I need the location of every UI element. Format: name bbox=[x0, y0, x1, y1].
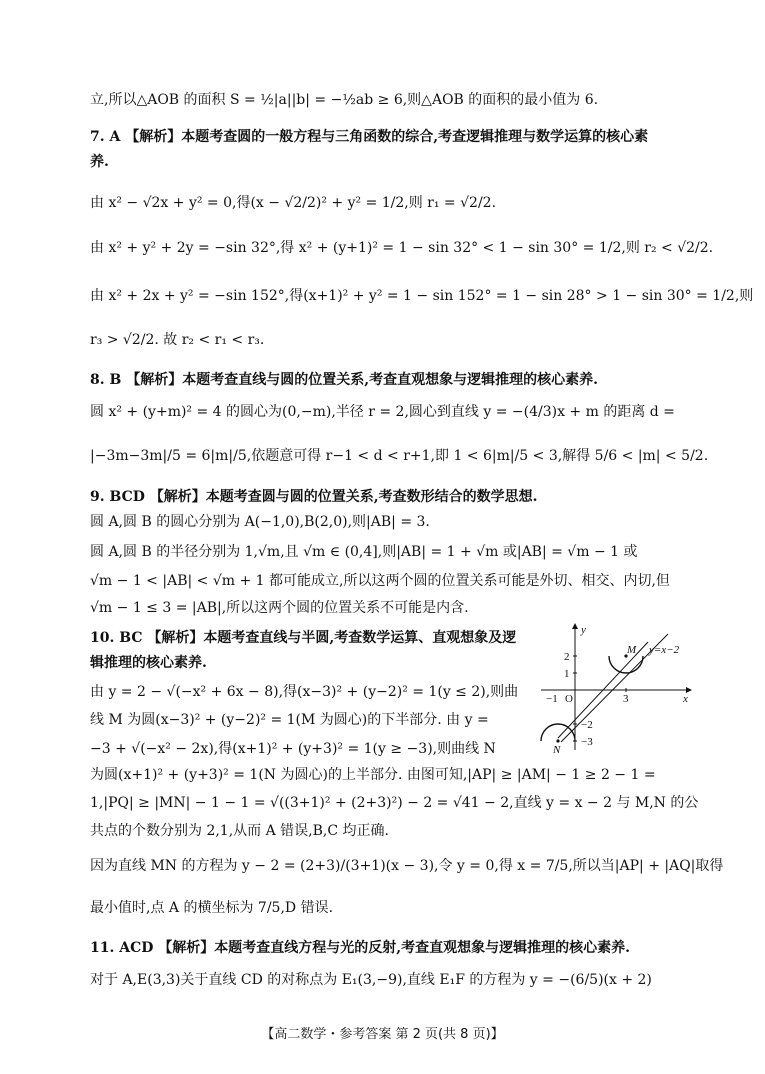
text-line-7: r₃ > √2/2. 故 r₂ < r₁ < r₃. bbox=[90, 332, 265, 348]
axis-x-label: x bbox=[683, 693, 688, 705]
text-line-4: 由 x² − √2x + y² = 0,得(x − √2/2)² + y² = 1/2,则 r₁ = √2/2. bbox=[90, 195, 497, 211]
text-line-1: 立,所以△AOB 的面积 S = ½|a||b| = −½ab ≥ 6,则△AOB 的面积的最小值为 6. bbox=[90, 92, 599, 108]
q7-heading: 7. A 【解析】本题考查圆的一般方程与三角函数的综合,考查逻辑推理与数学运算的核心素 bbox=[90, 129, 649, 145]
text-line-18: 由 y = 2 − √(−x² + 6x − 8),得(x−3)² + (y−2)² = 1(y ≤ 2),则曲 bbox=[90, 684, 519, 700]
q7-heading-cont: 养. bbox=[90, 154, 109, 170]
tick-label-x-neg1: −1 bbox=[546, 693, 558, 705]
text-line-14: √m − 1 < |AB| < √m + 1 都可能成立,所以这两个圆的位置关系可能是外切、相交、内切,但 bbox=[90, 573, 670, 589]
point-m-label: M bbox=[627, 644, 637, 656]
text-line-15: √m − 1 ≤ 3 = |AB|,所以这两个圆的位置关系不可能是内含. bbox=[90, 600, 469, 616]
text-line-10: |−3m−3m|/5 = 6|m|/5,依题意可得 r−1 < d < r+1,即 1 < 6|m|/5 < 3,解得 5/6 < |m| < 5/2. bbox=[90, 448, 709, 464]
q9-heading: 9. BCD 【解析】本题考查圆与圆的位置关系,考查数形结合的数学思想. bbox=[90, 489, 538, 505]
text-line-22: 1,|PQ| ≥ |MN| − 1 − 1 = √((3+1)² + (2+3)²) − 2 = √41 − 2,直线 y = x − 2 与 M,N 的公 bbox=[90, 795, 699, 811]
tick-label-y-2: 2 bbox=[564, 651, 570, 663]
q11-heading: 11. ACD 【解析】本题考查直线方程与光的反射,考查直观想象与逻辑推理的核心素养. bbox=[90, 940, 630, 956]
text-line-12: 圆 A,圆 B 的圆心分别为 A(−1,0),B(2,0),则|AB| = 3. bbox=[90, 514, 430, 530]
origin-label: O bbox=[565, 693, 573, 705]
text-line-23: 共点的个数分别为 2,1,从而 A 错误,B,C 均正确. bbox=[90, 823, 389, 839]
text-line-21: 为圆(x+1)² + (y+3)² = 1(N 为圆心)的上半部分. 由图可知,|AP| ≥ |AM| − 1 ≥ 2 − 1 = bbox=[90, 767, 656, 783]
line-equation-label: y=x−2 bbox=[649, 644, 680, 656]
page-footer: 【高二数学・参考答案 第 2 页(共 8 页)】 bbox=[261, 1027, 504, 1042]
text-line-25: 最小值时,点 A 的横坐标为 7/5,D 错误. bbox=[90, 900, 334, 916]
tick-label-x-3: 3 bbox=[623, 693, 629, 705]
tick-label-y-neg3: −3 bbox=[581, 736, 593, 748]
point-n-label: N bbox=[553, 744, 561, 755]
point-n bbox=[556, 739, 559, 742]
text-line-20: −3 + √(−x² − 2x),得(x+1)² + (y+3)² = 1(y ≥ −3),则曲线 N bbox=[90, 741, 496, 757]
text-line-5: 由 x² + y² + 2y = −sin 32°,得 x² + (y+1)² = 1 − sin 32° < 1 − sin 30° = 1/2,则 r₂ < √2/2. bbox=[90, 240, 714, 256]
axis-y-label: y bbox=[581, 624, 586, 636]
tick-label-y-1: 1 bbox=[564, 668, 570, 680]
text-line-13: 圆 A,圆 B 的半径分别为 1,√m,且 √m ∈ (0,4],则|AB| = 1 + √m 或|AB| = √m − 1 或 bbox=[90, 544, 638, 560]
tick-label-y-neg2: −2 bbox=[581, 719, 593, 731]
text-line-24: 因为直线 MN 的方程为 y − 2 = (2+3)/(3+1)(x − 3),令 y = 0,得 x = 7/5,所以当|AP| + |AQ|取得 bbox=[90, 858, 724, 874]
text-line-9: 圆 x² + (y+m)² = 4 的圆心为(0,−m),半径 r = 2,圆心到直线 y = −(4/3)x + m 的距离 d = bbox=[90, 404, 675, 420]
text-line-27: 对于 A,E(3,3)关于直线 CD 的对称点为 E₁(3,−9),直线 E₁F 的方程为 y = −(6/5)(x + 2) bbox=[90, 972, 652, 988]
q10-heading-cont: 辑推理的核心素养. bbox=[90, 655, 207, 671]
coordinate-graph bbox=[533, 620, 698, 755]
text-line-19: 线 M 为圆(x−3)² + (y−2)² = 1(M 为圆心)的下半部分. 由 y = bbox=[90, 712, 489, 728]
q8-heading: 8. B 【解析】本题考查直线与圆的位置关系,考查直观想象与逻辑推理的核心素养. bbox=[90, 372, 598, 388]
text-line-6: 由 x² + 2x + y² = −sin 152°,得(x+1)² + y² = 1 − sin 152° = 1 − sin 28° > 1 − sin 30° = 1/2,则 bbox=[90, 288, 754, 304]
q10-heading: 10. BC 【解析】本题考查直线与半圆,考查数学运算、直观想象及逻 bbox=[90, 630, 517, 646]
